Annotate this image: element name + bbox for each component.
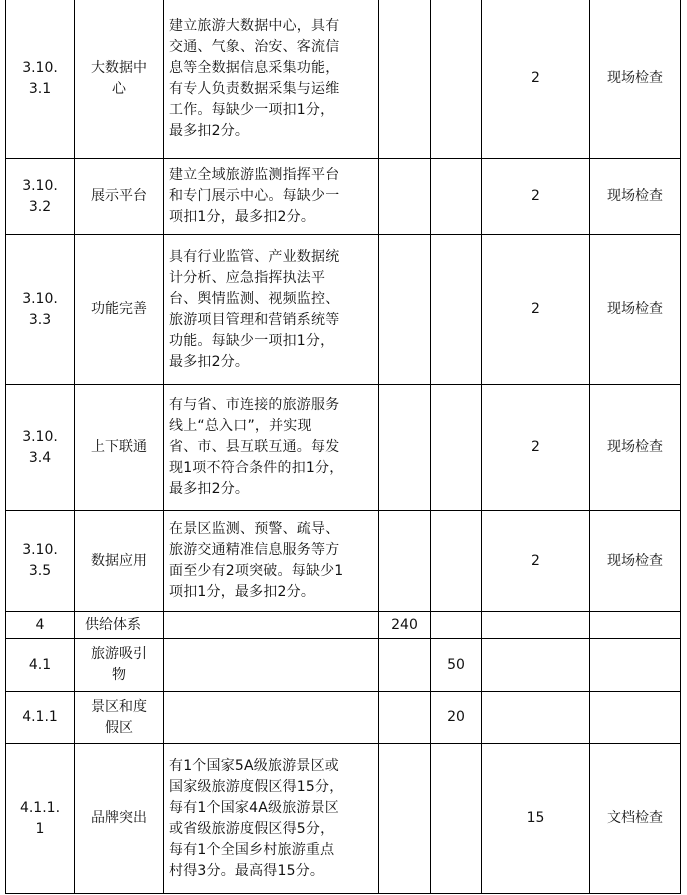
score-level-1 <box>379 385 431 511</box>
score-level-2 <box>431 744 482 894</box>
score-level-3 <box>482 639 590 692</box>
item-description: 有1个国家5A级旅游景区或 国家级旅游度假区得15分， 每有1个国家4A级旅游景区 或省级旅游度假区得5分， 每有1个全国乡村旅游重点 村得3分。最高得15分。 <box>164 744 379 894</box>
item-name: 大数据中 心 <box>75 0 164 159</box>
score-level-3: 2 <box>482 235 590 385</box>
check-method <box>590 639 681 692</box>
item-description: 具有行业监管、产业数据统 计分析、应急指挥执法平 台、舆情监测、视频监控、 旅游项目管理和营销系统等 功能。每缺少一项扣1分， 最多扣2分。 <box>164 235 379 385</box>
score-level-1 <box>379 692 431 744</box>
table-row <box>6 511 681 612</box>
score-level-3 <box>482 692 590 744</box>
score-level-2: 50 <box>431 639 482 692</box>
score-level-3 <box>482 612 590 639</box>
item-description: 建立全域旅游监测指挥平台 和专门展示中心。每缺少一 项扣1分，最多扣2分。 <box>164 159 379 235</box>
score-level-1 <box>379 639 431 692</box>
item-code: 3.10. 3.2 <box>6 159 75 235</box>
score-level-3: 2 <box>482 385 590 511</box>
score-level-2 <box>431 612 482 639</box>
score-level-2 <box>431 511 482 612</box>
item-name: 展示平台 <box>75 159 164 235</box>
score-level-1 <box>379 511 431 612</box>
item-description <box>164 639 379 692</box>
item-name: 上下联通 <box>75 385 164 511</box>
check-method: 现场检查 <box>590 0 681 159</box>
item-description: 有与省、市连接的旅游服务 线上“总入口”，并实现 省、市、县互联互通。每发 现1项不符合条件的扣1分， 最多扣2分。 <box>164 385 379 511</box>
item-description <box>164 612 379 639</box>
table-row <box>6 385 681 511</box>
item-name: 供给体系 <box>75 612 164 639</box>
score-level-2 <box>431 0 482 159</box>
table-row <box>6 744 681 894</box>
item-name: 旅游吸引 物 <box>75 639 164 692</box>
score-level-3: 15 <box>482 744 590 894</box>
score-level-1 <box>379 159 431 235</box>
table-row <box>6 639 681 692</box>
item-name: 数据应用 <box>75 511 164 612</box>
check-method <box>590 692 681 744</box>
score-level-1 <box>379 0 431 159</box>
scoring-table <box>5 0 681 894</box>
item-code: 4.1.1 <box>6 692 75 744</box>
table-row <box>6 692 681 744</box>
table-row <box>6 159 681 235</box>
table-row <box>6 612 681 639</box>
item-code: 3.10. 3.4 <box>6 385 75 511</box>
score-level-1 <box>379 744 431 894</box>
score-level-3: 2 <box>482 159 590 235</box>
score-level-1: 240 <box>379 612 431 639</box>
check-method <box>590 612 681 639</box>
score-level-2 <box>431 385 482 511</box>
item-code: 3.10. 3.3 <box>6 235 75 385</box>
item-name: 品牌突出 <box>75 744 164 894</box>
item-code: 3.10. 3.5 <box>6 511 75 612</box>
item-code: 4.1.1. 1 <box>6 744 75 894</box>
score-level-3: 2 <box>482 0 590 159</box>
score-level-2 <box>431 235 482 385</box>
check-method: 现场检查 <box>590 385 681 511</box>
item-code: 4.1 <box>6 639 75 692</box>
item-code: 4 <box>6 612 75 639</box>
check-method: 文档检查 <box>590 744 681 894</box>
score-level-3: 2 <box>482 511 590 612</box>
score-level-1 <box>379 235 431 385</box>
item-code: 3.10. 3.1 <box>6 0 75 159</box>
item-description: 在景区监测、预警、疏导、 旅游交通精准信息服务等方 面至少有2项突破。每缺少1 项扣1分，最多扣2分。 <box>164 511 379 612</box>
score-level-2: 20 <box>431 692 482 744</box>
check-method: 现场检查 <box>590 159 681 235</box>
table-row <box>6 235 681 385</box>
check-method: 现场检查 <box>590 235 681 385</box>
item-description <box>164 692 379 744</box>
score-level-2 <box>431 159 482 235</box>
item-description: 建立旅游大数据中心，具有 交通、气象、治安、客流信 息等全数据信息采集功能， 有专人负责数据采集与运维 工作。每缺少一项扣1分， 最多扣2分。 <box>164 0 379 159</box>
item-name: 景区和度 假区 <box>75 692 164 744</box>
check-method: 现场检查 <box>590 511 681 612</box>
table-row <box>6 0 681 159</box>
item-name: 功能完善 <box>75 235 164 385</box>
